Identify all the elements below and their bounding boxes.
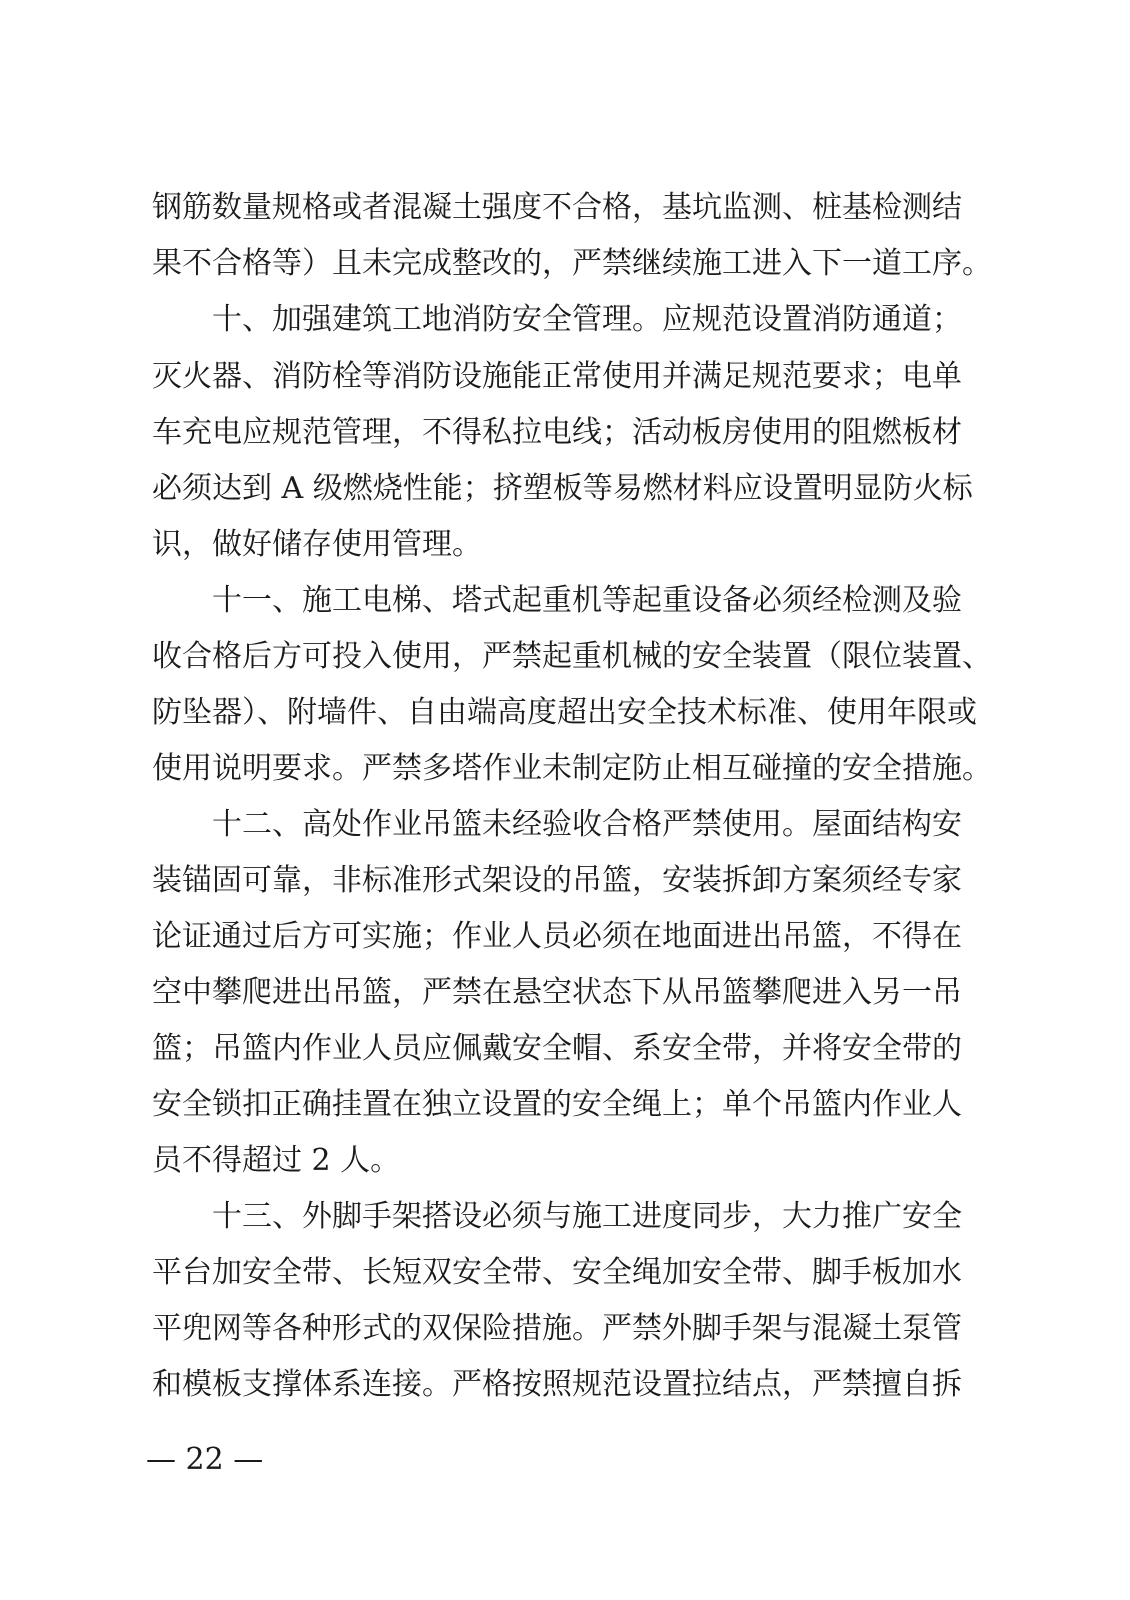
text-line: 和模板支撑体系连接。严格按照规范设置拉结点，严禁擅自拆 — [152, 1367, 962, 1402]
text-line: 防坠器）、附墙件、自由端高度超出安全技术标准、使用年限或 — [152, 695, 977, 730]
text-line: 收合格后方可投入使用，严禁起重机械的安全装置（限位装置、 — [152, 639, 992, 674]
text-line: 装锚固可靠，非标准形式架设的吊篮，安装拆卸方案须经专家 — [152, 863, 962, 898]
text-line: 使用说明要求。严禁多塔作业未制定防止相互碰撞的安全措施。 — [152, 751, 992, 786]
paragraph-heading-line: 十一、施工电梯、塔式起重机等起重设备必须经检测及验 — [212, 583, 962, 618]
text-line: 钢筋数量规格或者混凝土强度不合格，基坑监测、桩基检测结 — [152, 190, 962, 225]
text-line: 果不合格等）且未完成整改的，严禁继续施工进入下一道工序。 — [152, 246, 992, 281]
paragraph-heading-line: 十、加强建筑工地消防安全管理。应规范设置消防通道； — [212, 302, 962, 337]
text-line: 平兜网等各种形式的双保险措施。严禁外脚手架与混凝土泵管 — [152, 1311, 962, 1346]
text-line: 车充电应规范管理，不得私拉电线；活动板房使用的阻燃板材 — [152, 415, 962, 450]
text-line: 空中攀爬进出吊篮，严禁在悬空状态下从吊篮攀爬进入另一吊 — [152, 975, 962, 1010]
text-line: 识，做好储存使用管理。 — [152, 527, 482, 562]
page-number: — 22 — — [146, 1442, 264, 1477]
text-line: 安全锁扣正确挂置在独立设置的安全绳上；单个吊篮内作业人 — [152, 1087, 962, 1122]
text-line: 员不得超过 2 人。 — [152, 1143, 401, 1178]
text-line: 灭火器、消防栓等消防设施能正常使用并满足规范要求；电单 — [152, 359, 962, 394]
text-line: 必须达到 A 级燃烧性能；挤塑板等易燃材料应设置明显防火标 — [152, 471, 973, 506]
paragraph-heading-line: 十二、高处作业吊篮未经验收合格严禁使用。屋面结构安 — [212, 807, 962, 842]
text-line: 篮；吊篮内作业人员应佩戴安全帽、系安全带，并将安全带的 — [152, 1031, 962, 1066]
text-line: 论证通过后方可实施；作业人员必须在地面进出吊篮，不得在 — [152, 919, 962, 954]
paragraph-heading-line: 十三、外脚手架搭设必须与施工进度同步，大力推广安全 — [212, 1199, 962, 1234]
text-line: 平台加安全带、长短双安全带、安全绳加安全带、脚手板加水 — [152, 1255, 962, 1290]
